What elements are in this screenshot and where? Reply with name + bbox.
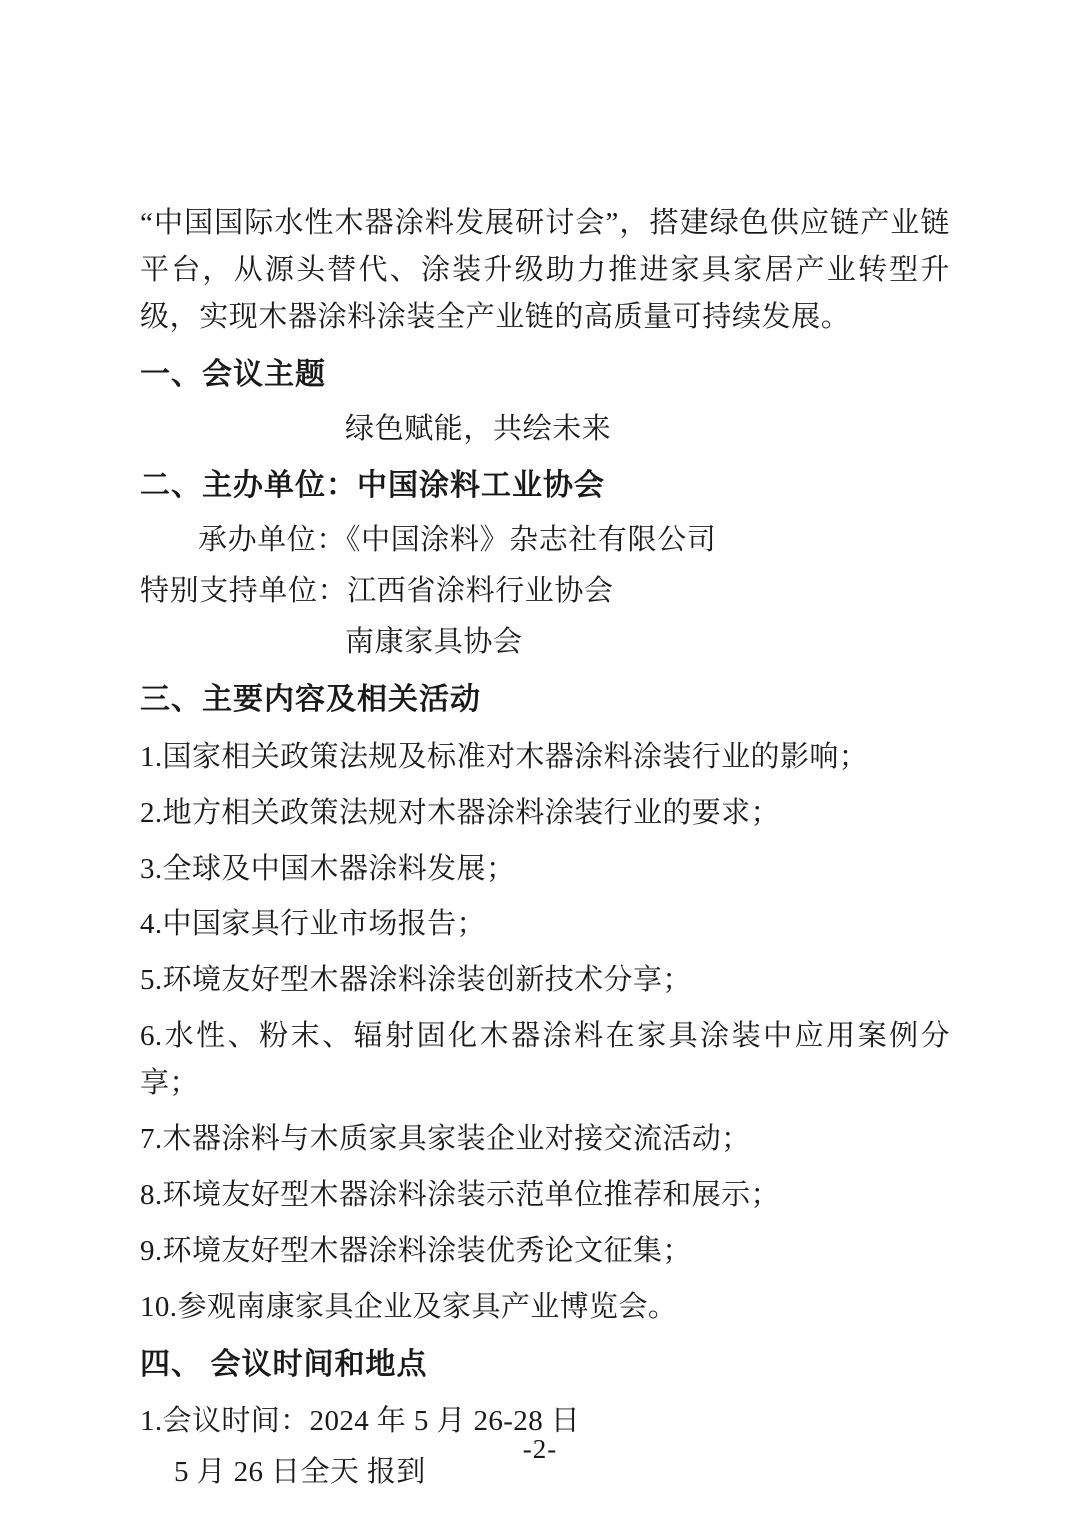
meeting-theme-line: 绿色赋能，共绘未来: [345, 412, 612, 445]
co-organizer-line: 承办单位：《中国涂料》杂志社有限公司: [198, 524, 717, 557]
meeting-registration-line: 5 月 26 日全天 报到: [174, 1455, 426, 1488]
page-number: -2-: [522, 1434, 558, 1464]
meeting-time-line: 1.会议时间：2024 年 5 月 26-28 日: [140, 1404, 581, 1437]
section-heading-3: 三、主要内容及相关活动: [140, 682, 481, 716]
list-item: 5.环境友好型木器涂料涂装创新技术分享；: [140, 964, 692, 997]
lead-paragraph: “中国国际水性木器涂料发展研讨会”，搭建绿色供应链产业链平台，从源头替代、涂装升级助力推进家具家居产业转型升级，实现木器涂料涂装全产业链的高质量可持续发展。: [140, 207, 950, 333]
list-item: 2.地方相关政策法规对木器涂料涂装行业的要求；: [140, 796, 780, 829]
list-item: 8.环境友好型木器涂料涂装示范单位推荐和展示；: [140, 1179, 780, 1212]
list-item: 3.全球及中国木器涂料发展；: [140, 852, 516, 885]
list-item: 4.中国家具行业市场报告；: [140, 908, 486, 941]
list-item: 1.国家相关政策法规及标准对木器涂料涂装行业的影响；: [140, 740, 869, 773]
section-heading-4: 四、 会议时间和地点: [140, 1348, 428, 1382]
document-body: [140, 200, 950, 1496]
list-item: 7.木器涂料与木质家具家装企业对接交流活动；: [140, 1123, 751, 1156]
list-item: 10.参观南康家具企业及家具产业博览会。: [140, 1291, 678, 1324]
special-support-line: 特别支持单位：江西省涂料行业协会: [140, 575, 614, 608]
list-item: 9.环境友好型木器涂料涂装优秀论文征集；: [140, 1235, 692, 1268]
section-heading-1: 一、会议主题: [140, 357, 326, 391]
list-item: 6.水性、粉末、辐射固化木器涂料在家具涂装中应用案例分享；: [140, 1020, 950, 1100]
nankang-association-line: 南康家具协会: [345, 626, 523, 658]
section-heading-2: 二、主办单位：中国涂料工业协会: [140, 469, 605, 503]
